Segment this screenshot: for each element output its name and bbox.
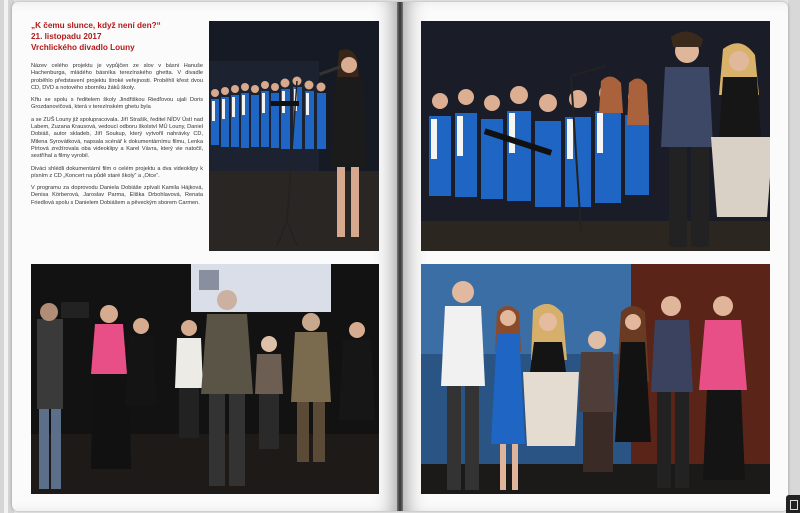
paragraph: V programu za doprovodu Daniela Dobiáše zpívali Kamila Hájková, Denisa Körberová, Jaroslav Parma, Eliška Drbohlavová, Renata Friedlová spolu s Danielem Dobiášem a pěveckým sborem Carmen. [31, 185, 203, 206]
book-gutter [397, 2, 403, 511]
article-date: 21. listopadu 2017 [31, 32, 102, 41]
page-corner-icon[interactable] [786, 495, 800, 513]
photo-choir-soloist [209, 21, 379, 251]
paragraph: a se ZUŠ Louny již spolupracovala. Jiří Strašík, ředitel NÍDV Ústí nad Labem, Zuzana Krausová, vedoucí odboru školství MÚ Louny, Daniel Dobiáš, autor skladeb, Jiří Soukup, který vytvořil nahrávky CD, Milena Syrovátková, napsala scénář k dokumentárnímu filmu, Lenka Pírtová zrežírovala oba videoklipy a Karel Vávra, který vie natočil, sestříhal a filmy vyrobil. [31, 116, 203, 160]
paragraph: Název celého projektu je vypůjčen ze slov v básni Hanuše Hachenburga, mládého básníka terezínského ghetta. V divadle proběhlo představení projektu široké veřejnosti. Proběhlí křest dvou CD, DVD a notového sborníku žáků školy. [31, 63, 203, 91]
photo-ceremony [31, 264, 379, 494]
viewer-right-edge [788, 0, 800, 513]
article-title: „K čemu slunce, když není den?“ [31, 21, 161, 30]
article-body [31, 63, 203, 207]
left-page[interactable] [12, 2, 400, 511]
right-page[interactable] [400, 2, 788, 511]
photo-group [421, 264, 770, 494]
book-spread [12, 2, 788, 511]
paragraph: Diváci shlédli dokumentární film o celém projektu a dva videoklipy k písním z CD „Koncert na půdě staré školy“ a „Otce“. [31, 165, 203, 179]
photo-choir-closeup [421, 21, 770, 251]
article-text [31, 20, 203, 212]
article-venue: Vrchlického divadlo Louny [31, 43, 135, 52]
paragraph: Křtu se spolu s ředitelem školy Jindřiškou Riedľovou ujali Doris Grozdanovičová, která v terezínském ghetu byla [31, 97, 203, 111]
